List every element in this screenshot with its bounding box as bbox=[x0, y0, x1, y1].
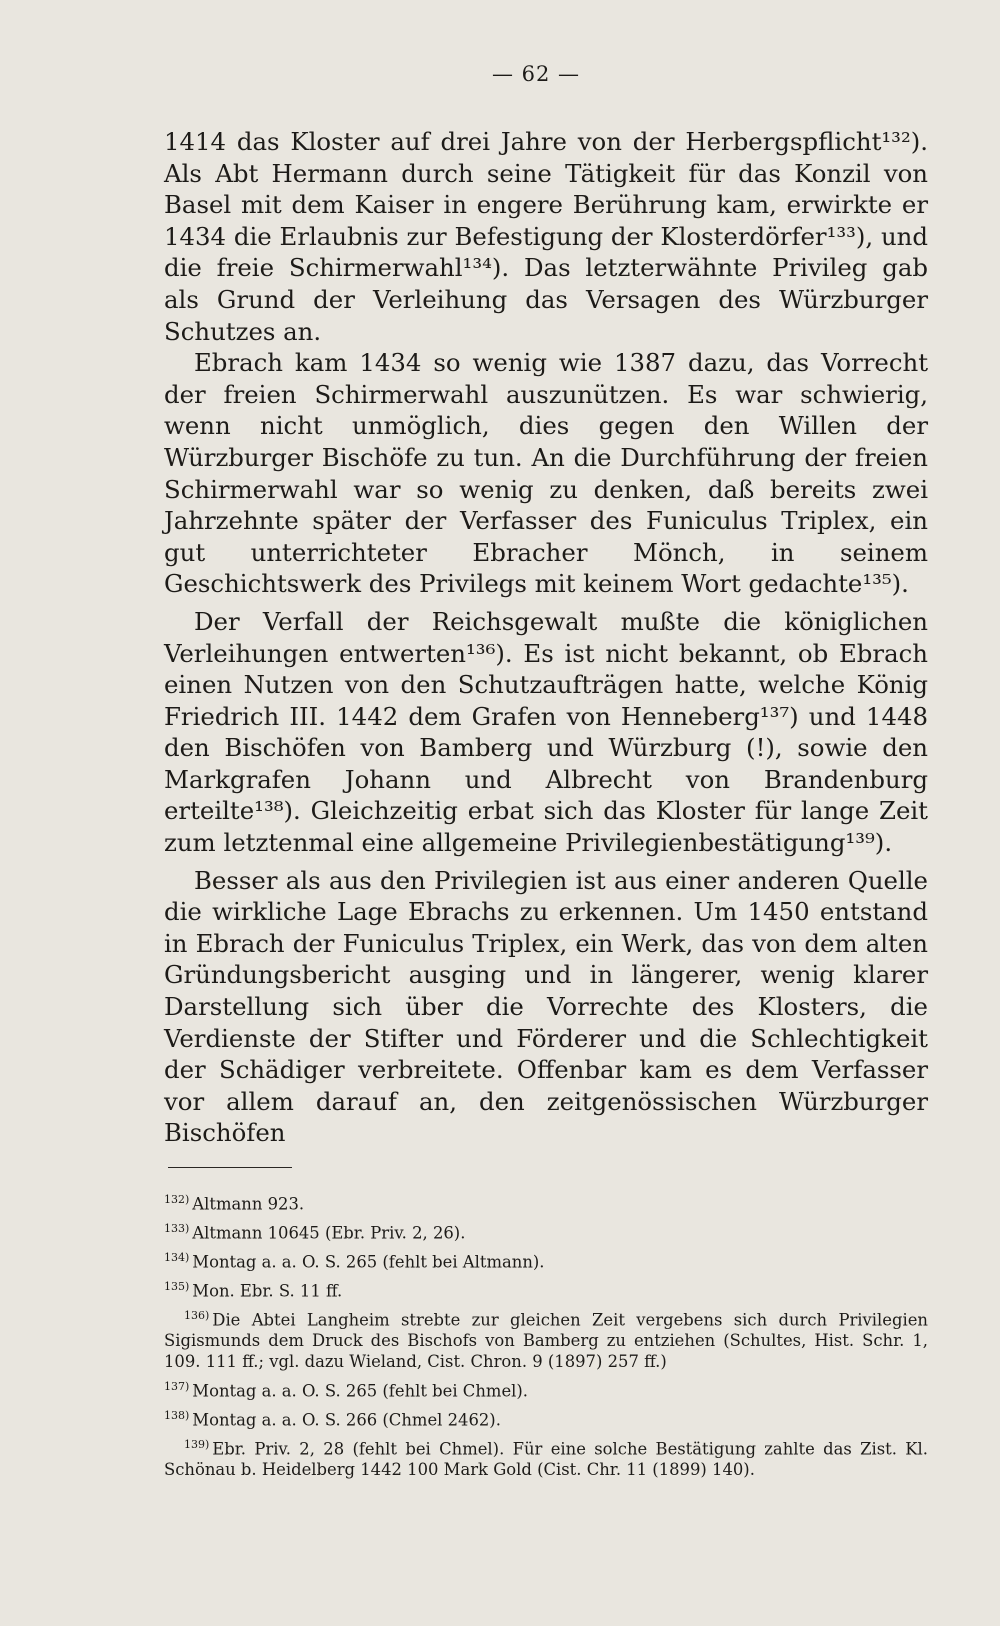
footnote-137 bbox=[164, 1377, 928, 1402]
footnote-number: 137) bbox=[164, 1379, 190, 1393]
footnote-number: 134) bbox=[164, 1251, 190, 1265]
footnote-138 bbox=[164, 1406, 928, 1431]
footnotes bbox=[164, 1190, 928, 1480]
paragraph-3: Der Verfall der Reichsgewalt mußte die königlichen Verleihungen entwerten¹³⁶). Es ist nicht bekannt, ob Ebrach einen Nutzen von den Schutzaufträgen hatte, welche König Friedrich III. 1442 dem Grafen von Henneberg¹³⁷) und 1448 den Bischöfen von Bamberg und Würzburg (!), sowie den Markgrafen Johann und Albrecht von Brandenburg erteilte¹³⁸). Gleichzeitig erbat sich das Kloster für lange Zeit zum letztenmal eine allgemeine Privilegienbestätigung¹³⁹). bbox=[164, 606, 928, 858]
footnote-136 bbox=[164, 1306, 928, 1372]
footnote-text: Montag a. a. O. S. 265 (fehlt bei Chmel). bbox=[192, 1380, 528, 1400]
footnote-139 bbox=[164, 1435, 928, 1481]
footnote-135 bbox=[164, 1277, 928, 1302]
footnote-133 bbox=[164, 1219, 928, 1244]
footnote-text: Mon. Ebr. S. 11 ff. bbox=[192, 1281, 343, 1301]
footnote-number: 139) bbox=[184, 1437, 210, 1451]
page-number: — 62 — bbox=[491, 62, 581, 86]
footnote-number: 138) bbox=[164, 1408, 190, 1422]
footnote-separator bbox=[168, 1167, 292, 1168]
paragraph-1: 1414 das Kloster auf drei Jahre von der Herbergspflicht¹³²). Als Abt Hermann durch seine Tätigkeit für das Konzil von Basel mit dem Kaiser in engere Berührung kam, erwirkte er 1434 die Erlaubnis zur Befestigung der Klosterdörfer¹³³), und die freie Schirmerwahl¹³⁴). Das letzterwähnte Privileg gab als Grund der Verleihung das Versagen des Würzburger Schutzes an. bbox=[164, 127, 928, 346]
footnote-number: 135) bbox=[164, 1280, 190, 1294]
paragraph-4: Besser als aus den Privilegien ist aus einer anderen Quelle die wirkliche Lage Ebrachs zu erkennen. Um 1450 entstand in Ebrach der Funiculus Triplex, ein Werk, das von dem alten Gründungsbericht ausging und in längerer, wenig klarer Darstellung sich über die Vorrechte des Klosters, die Verdienste der Stifter und Förderer und die Schlechtigkeit der Schädiger verbreitete. Offenbar kam es dem Verfasser vor allem darauf an, den zeitgenössischen Würzburger Bischöfen bbox=[164, 865, 928, 1148]
footnote-text: Montag a. a. O. S. 266 (Chmel 2462). bbox=[192, 1410, 501, 1430]
main-text bbox=[164, 126, 928, 1149]
footnote-134 bbox=[164, 1248, 928, 1273]
footnote-text: Die Abtei Langheim strebte zur gleichen Zeit vergebens sich durch Privilegien Sigismunds dem Druck des Bischofs von Bamberg zu entziehen (Schultes, Hist. Schr. 1, 109. 111 ff.; vgl. dazu Wieland, Cist. Chron. 9 (1897) 257 ff.) bbox=[164, 1310, 928, 1371]
footnote-text: Ebr. Priv. 2, 28 (fehlt bei Chmel). Für eine solche Bestätigung zahlte das Zist. Kl. Schönau b. Heidelberg 1442 100 Mark Gold (Cist. Chr. 11 (1899) 140). bbox=[164, 1439, 928, 1479]
footnote-text: Montag a. a. O. S. 265 (fehlt bei Altmann). bbox=[192, 1252, 545, 1272]
footnote-number: 136) bbox=[184, 1309, 210, 1323]
footnote-number: 133) bbox=[164, 1222, 190, 1236]
footnote-132 bbox=[164, 1190, 928, 1215]
paragraph-2: Ebrach kam 1434 so wenig wie 1387 dazu, das Vorrecht der freien Schirmerwahl auszunützen. Es war schwierig, wenn nicht unmöglich, dies gegen den Willen der Würzburger Bischöfe zu tun. An die Durchführung der freien Schirmerwahl war so wenig zu denken, daß bereits zwei Jahrzehnte später der Verfasser des Funiculus Triplex, ein gut unterrichteter Ebracher Mönch, in seinem Geschichtswerk des Privilegs mit keinem Wort gedachte¹³⁵). bbox=[164, 348, 928, 599]
footnote-text: Altmann 923. bbox=[192, 1194, 305, 1214]
footnote-text: Altmann 10645 (Ebr. Priv. 2, 26). bbox=[192, 1223, 466, 1243]
footnote-number: 132) bbox=[164, 1193, 190, 1206]
